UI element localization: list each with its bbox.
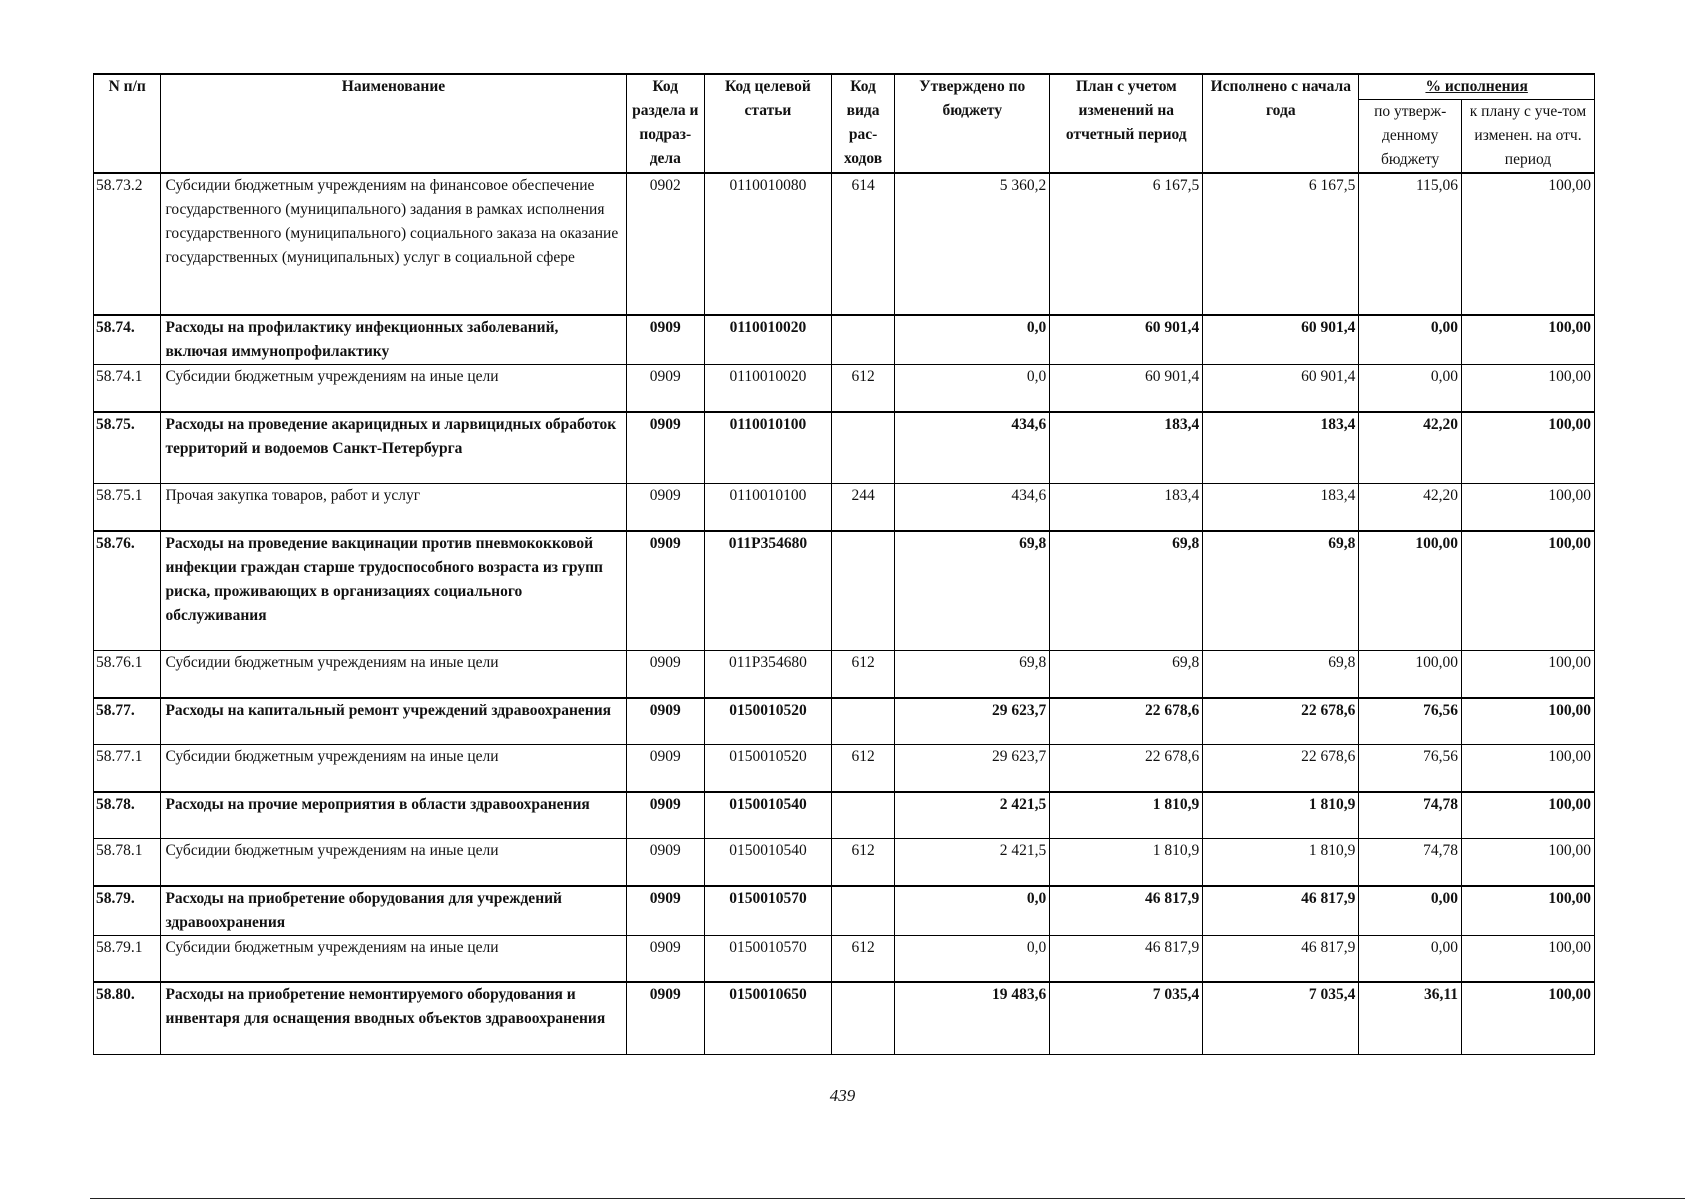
table-row [94,315,1595,365]
row-number: 58.77.1 [94,745,161,792]
row-section-code: 0909 [626,792,705,839]
row-pct-plan: 100,00 [1462,886,1595,936]
row-pct-plan: 100,00 [1462,173,1595,315]
header-kind-code: Код вида рас-ходов [831,74,894,173]
row-pct-budget: 76,56 [1359,698,1462,745]
row-approved: 0,0 [895,886,1050,936]
row-pct-budget: 0,00 [1359,315,1462,365]
row-executed: 22 678,6 [1203,698,1359,745]
row-pct-budget: 36,11 [1359,982,1462,1054]
row-number: 58.74.1 [94,365,161,412]
row-name: Субсидии бюджетным учреждениям на иные цели [161,745,626,792]
row-pct-budget: 42,20 [1359,412,1462,484]
row-kind-code [831,531,894,651]
header-name: Наименование [161,74,626,173]
row-target-code: 0150010520 [705,698,832,745]
row-executed: 7 035,4 [1203,982,1359,1054]
row-name: Субсидии бюджетным учреждениям на иные цели [161,651,626,698]
row-number: 58.73.2 [94,173,161,315]
row-approved: 0,0 [895,935,1050,982]
row-kind-code [831,315,894,365]
row-target-code: 0150010650 [705,982,832,1054]
row-kind-code [831,792,894,839]
row-target-code: 0150010540 [705,839,832,886]
row-approved: 434,6 [895,412,1050,484]
row-number: 58.80. [94,982,161,1054]
row-number: 58.76. [94,531,161,651]
row-kind-code: 612 [831,745,894,792]
row-target-code: 0110010100 [705,412,832,484]
row-section-code: 0909 [626,484,705,531]
row-pct-plan: 100,00 [1462,935,1595,982]
row-pct-plan: 100,00 [1462,792,1595,839]
row-plan: 1 810,9 [1050,792,1203,839]
row-number: 58.75. [94,412,161,484]
row-plan: 22 678,6 [1050,698,1203,745]
row-section-code: 0909 [626,698,705,745]
row-executed: 22 678,6 [1203,745,1359,792]
table-body [94,173,1595,1054]
row-plan: 46 817,9 [1050,886,1203,936]
row-pct-plan: 100,00 [1462,412,1595,484]
row-plan: 60 901,4 [1050,365,1203,412]
row-pct-budget: 0,00 [1359,935,1462,982]
table-row [94,531,1595,651]
row-name: Расходы на проведение акарицидных и ларвицидных обработок территорий и водоемов Санкт-Петербурга [161,412,626,484]
table-row [94,886,1595,936]
row-pct-plan: 100,00 [1462,531,1595,651]
row-kind-code: 614 [831,173,894,315]
row-name: Расходы на приобретение оборудования для учреждений здравоохранения [161,886,626,936]
header-plan: План с учетом изменений на отчетный период [1050,74,1203,173]
row-target-code: 011P354680 [705,531,832,651]
row-approved: 69,8 [895,651,1050,698]
table-row [94,651,1595,698]
row-kind-code [831,982,894,1054]
row-approved: 19 483,6 [895,982,1050,1054]
row-plan: 22 678,6 [1050,745,1203,792]
row-target-code: 0150010570 [705,886,832,936]
row-number: 58.78. [94,792,161,839]
row-number: 58.77. [94,698,161,745]
row-section-code: 0909 [626,412,705,484]
row-plan: 69,8 [1050,531,1203,651]
header-row [94,74,1595,100]
row-executed: 183,4 [1203,484,1359,531]
row-pct-plan: 100,00 [1462,651,1595,698]
row-pct-plan: 100,00 [1462,365,1595,412]
row-pct-budget: 74,78 [1359,792,1462,839]
row-target-code: 0150010570 [705,935,832,982]
row-executed: 46 817,9 [1203,886,1359,936]
row-plan: 60 901,4 [1050,315,1203,365]
row-approved: 434,6 [895,484,1050,531]
table-row [94,982,1595,1054]
row-plan: 69,8 [1050,651,1203,698]
header-pct-budget: по утверж-денному бюджету [1359,100,1462,174]
row-name: Субсидии бюджетным учреждениям на иные цели [161,365,626,412]
table-row [94,792,1595,839]
row-executed: 60 901,4 [1203,315,1359,365]
row-name: Субсидии бюджетным учреждениям на финансовое обеспечение государственного (муниципального) задания в рамках исполнения государственного (муниципального) социального заказа на оказание государственных (муниципальных) услуг в социальной сфере [161,173,626,315]
row-approved: 29 623,7 [895,698,1050,745]
header-target-code: Код целевой статьи [705,74,832,173]
row-kind-code: 612 [831,839,894,886]
row-target-code: 0150010520 [705,745,832,792]
row-pct-plan: 100,00 [1462,698,1595,745]
row-kind-code [831,886,894,936]
row-number: 58.74. [94,315,161,365]
row-kind-code: 244 [831,484,894,531]
row-target-code: 011P354680 [705,651,832,698]
row-plan: 1 810,9 [1050,839,1203,886]
row-number: 58.78.1 [94,839,161,886]
row-executed: 69,8 [1203,651,1359,698]
row-number: 58.76.1 [94,651,161,698]
row-name: Субсидии бюджетным учреждениям на иные цели [161,839,626,886]
header-executed: Исполнено с начала года [1203,74,1359,173]
bottom-rule [90,1198,1685,1199]
row-executed: 69,8 [1203,531,1359,651]
row-name: Расходы на приобретение немонтируемого оборудования и инвентаря для оснащения вводных объектов здравоохранения [161,982,626,1054]
row-section-code: 0909 [626,886,705,936]
row-target-code: 0150010540 [705,792,832,839]
row-approved: 2 421,5 [895,792,1050,839]
row-plan: 183,4 [1050,484,1203,531]
row-executed: 1 810,9 [1203,839,1359,886]
row-pct-budget: 100,00 [1359,651,1462,698]
row-executed: 46 817,9 [1203,935,1359,982]
row-name: Субсидии бюджетным учреждениям на иные цели [161,935,626,982]
row-pct-plan: 100,00 [1462,839,1595,886]
header-section-code: Код раздела и подраз-дела [626,74,705,173]
row-kind-code [831,698,894,745]
row-executed: 183,4 [1203,412,1359,484]
row-approved: 29 623,7 [895,745,1050,792]
table-row [94,173,1595,315]
row-plan: 6 167,5 [1050,173,1203,315]
row-target-code: 0110010020 [705,315,832,365]
row-name: Расходы на профилактику инфекционных заболеваний, включая иммунопрофилактику [161,315,626,365]
budget-execution-table [93,73,1595,1055]
row-section-code: 0909 [626,531,705,651]
row-section-code: 0909 [626,365,705,412]
row-plan: 46 817,9 [1050,935,1203,982]
row-target-code: 0110010020 [705,365,832,412]
row-executed: 60 901,4 [1203,365,1359,412]
row-approved: 2 421,5 [895,839,1050,886]
row-section-code: 0909 [626,745,705,792]
row-pct-plan: 100,00 [1462,745,1595,792]
row-name: Прочая закупка товаров, работ и услуг [161,484,626,531]
row-section-code: 0909 [626,839,705,886]
row-pct-budget: 100,00 [1359,531,1462,651]
row-pct-budget: 42,20 [1359,484,1462,531]
table-row [94,745,1595,792]
table-row [94,839,1595,886]
row-pct-budget: 76,56 [1359,745,1462,792]
row-approved: 5 360,2 [895,173,1050,315]
row-number: 58.79.1 [94,935,161,982]
row-section-code: 0909 [626,982,705,1054]
row-approved: 0,0 [895,365,1050,412]
row-kind-code: 612 [831,935,894,982]
table-row [94,935,1595,982]
row-section-code: 0909 [626,935,705,982]
row-kind-code [831,412,894,484]
row-kind-code: 612 [831,365,894,412]
row-pct-plan: 100,00 [1462,982,1595,1054]
row-number: 58.79. [94,886,161,936]
row-pct-budget: 74,78 [1359,839,1462,886]
header-approved: Утверждено по бюджету [895,74,1050,173]
page-number: 439 [829,1086,856,1105]
row-name: Расходы на проведение вакцинации против пневмококковой инфекции граждан старше трудоспособного возраста из групп риска, проживающих в организациях социального обслуживания [161,531,626,651]
row-target-code: 0110010100 [705,484,832,531]
row-plan: 183,4 [1050,412,1203,484]
row-executed: 1 810,9 [1203,792,1359,839]
row-plan: 7 035,4 [1050,982,1203,1054]
row-name: Расходы на прочие мероприятия в области здравоохранения [161,792,626,839]
table-row [94,698,1595,745]
header-pct-plan: к плану с уче-том изменен. на отч. период [1462,100,1595,174]
row-section-code: 0909 [626,651,705,698]
header-no: N п/п [94,74,161,173]
row-kind-code: 612 [831,651,894,698]
row-pct-budget: 115,06 [1359,173,1462,315]
table-row [94,484,1595,531]
row-section-code: 0909 [626,315,705,365]
row-approved: 0,0 [895,315,1050,365]
row-name: Расходы на капитальный ремонт учреждений здравоохранения [161,698,626,745]
row-number: 58.75.1 [94,484,161,531]
row-executed: 6 167,5 [1203,173,1359,315]
row-target-code: 0110010080 [705,173,832,315]
header-percent-group: % исполнения [1359,74,1595,100]
row-pct-budget: 0,00 [1359,365,1462,412]
table-row [94,412,1595,484]
row-pct-budget: 0,00 [1359,886,1462,936]
row-pct-plan: 100,00 [1462,484,1595,531]
table-row [94,365,1595,412]
row-section-code: 0902 [626,173,705,315]
row-pct-plan: 100,00 [1462,315,1595,365]
row-approved: 69,8 [895,531,1050,651]
